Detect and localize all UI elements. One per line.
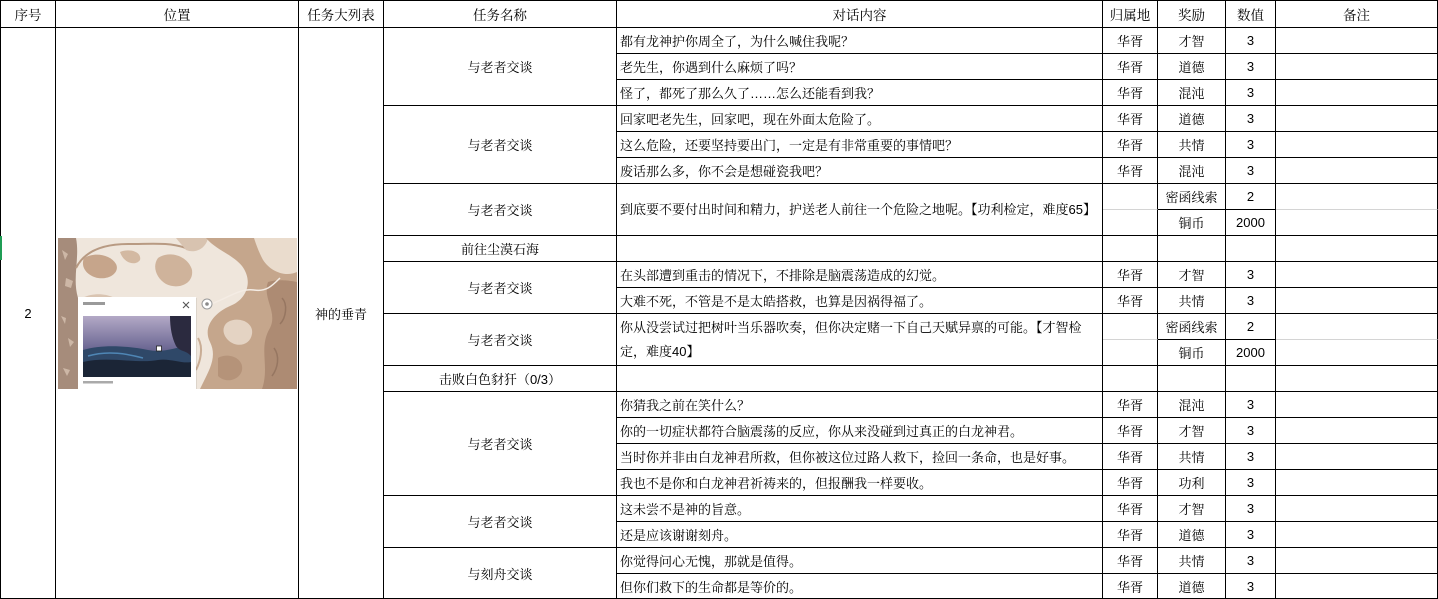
index-cell[interactable]: 2 — [0, 28, 56, 599]
region-cell[interactable] — [1103, 340, 1158, 366]
dialog-cell[interactable] — [617, 366, 1103, 392]
value-cell[interactable]: 3 — [1226, 132, 1276, 158]
reward-cell[interactable]: 铜币 — [1158, 210, 1226, 236]
task-name-cell[interactable]: 与老者交谈 — [384, 106, 617, 184]
notes-cell[interactable] — [1276, 262, 1438, 288]
value-cell[interactable]: 2 — [1226, 314, 1276, 340]
reward-cell[interactable]: 共情 — [1158, 548, 1226, 574]
row-selection-marker — [0, 236, 2, 260]
reward-cell[interactable]: 密函线索 — [1158, 184, 1226, 210]
map-thumbnail-image[interactable] — [58, 238, 297, 389]
reward-cell[interactable]: 共情 — [1158, 444, 1226, 470]
notes-cell[interactable] — [1276, 158, 1438, 184]
reward-cell[interactable]: 共情 — [1158, 132, 1226, 158]
region-cell[interactable]: 华胥 — [1103, 574, 1158, 599]
notes-cell[interactable] — [1276, 392, 1438, 418]
reward-cell[interactable]: 混沌 — [1158, 80, 1226, 106]
reward-cell[interactable]: 才智 — [1158, 28, 1226, 54]
quest-list-cell[interactable]: 神的垂青 — [299, 28, 384, 599]
value-cell[interactable] — [1226, 236, 1276, 262]
region-cell[interactable]: 华胥 — [1103, 522, 1158, 548]
region-cell[interactable]: 华胥 — [1103, 418, 1158, 444]
task-name-cell[interactable]: 击败白色豺犴（0/3） — [384, 366, 617, 392]
header-region[interactable]: 归属地 — [1103, 0, 1158, 28]
value-cell[interactable]: 3 — [1226, 470, 1276, 496]
value-cell[interactable]: 2 — [1226, 184, 1276, 210]
map-marker-icon — [202, 299, 212, 309]
reward-cell[interactable]: 才智 — [1158, 262, 1226, 288]
region-cell[interactable] — [1103, 314, 1158, 340]
dialog-cell[interactable]: 我也不是你和白龙神君祈祷来的，但报酬我一样要收。 — [617, 470, 1103, 496]
region-cell[interactable]: 华胥 — [1103, 28, 1158, 54]
reward-cell[interactable]: 才智 — [1158, 496, 1226, 522]
dialog-cell[interactable]: 这未尝不是神的旨意。 — [617, 496, 1103, 522]
value-cell[interactable]: 3 — [1226, 418, 1276, 444]
reward-cell[interactable]: 功利 — [1158, 470, 1226, 496]
scene-preview-image — [83, 316, 191, 377]
value-cell[interactable]: 3 — [1226, 288, 1276, 314]
notes-cell[interactable] — [1276, 132, 1438, 158]
dialog-cell[interactable]: 废话那么多，你不会是想碰瓷我吧？ — [617, 158, 1103, 184]
region-cell[interactable]: 华胥 — [1103, 470, 1158, 496]
header-reward[interactable]: 奖励 — [1158, 0, 1226, 28]
value-cell[interactable]: 3 — [1226, 28, 1276, 54]
dialog-cell[interactable]: 你猜我之前在笑什么？ — [617, 392, 1103, 418]
region-cell[interactable] — [1103, 366, 1158, 392]
notes-cell[interactable] — [1276, 418, 1438, 444]
notes-cell[interactable] — [1276, 522, 1438, 548]
reward-cell[interactable]: 道德 — [1158, 574, 1226, 599]
reward-cell[interactable]: 铜币 — [1158, 340, 1226, 366]
value-cell[interactable]: 3 — [1226, 496, 1276, 522]
region-cell[interactable] — [1103, 210, 1158, 236]
region-cell[interactable]: 华胥 — [1103, 132, 1158, 158]
notes-cell[interactable] — [1276, 288, 1438, 314]
region-cell[interactable]: 华胥 — [1103, 392, 1158, 418]
quest-popup-card — [78, 297, 197, 389]
notes-cell[interactable] — [1276, 470, 1438, 496]
dialog-cell[interactable]: 老先生，你遇到什么麻烦了吗？ — [617, 54, 1103, 80]
task-name-cell[interactable]: 与老者交谈 — [384, 496, 617, 548]
notes-cell[interactable] — [1276, 210, 1438, 236]
dialog-cell[interactable]: 怪了，都死了那么久了……怎么还能看到我？ — [617, 80, 1103, 106]
region-cell[interactable] — [1103, 236, 1158, 262]
location-cell[interactable] — [56, 28, 299, 599]
value-cell[interactable]: 3 — [1226, 106, 1276, 132]
dialog-cell[interactable]: 回家吧老先生，回家吧，现在外面太危险了。 — [617, 106, 1103, 132]
notes-cell[interactable] — [1276, 28, 1438, 54]
notes-cell[interactable] — [1276, 54, 1438, 80]
dialog-cell[interactable]: 你的一切症状都符合脑震荡的反应，你从来没碰到过真正的白龙神君。 — [617, 418, 1103, 444]
region-cell[interactable]: 华胥 — [1103, 444, 1158, 470]
task-name-cell[interactable]: 与刻舟交谈 — [384, 548, 617, 599]
region-cell[interactable]: 华胥 — [1103, 54, 1158, 80]
header-notes[interactable]: 备注 — [1276, 0, 1438, 28]
value-cell[interactable]: 3 — [1226, 522, 1276, 548]
dialog-cell[interactable]: 到底要不要付出时间和精力，护送老人前往一个危险之地呢。【功利检定，难度65】 — [617, 184, 1103, 236]
notes-cell[interactable] — [1276, 548, 1438, 574]
reward-cell[interactable]: 混沌 — [1158, 158, 1226, 184]
header-quest-list[interactable]: 任务大列表 — [299, 0, 384, 28]
reward-cell[interactable]: 道德 — [1158, 522, 1226, 548]
reward-cell[interactable]: 才智 — [1158, 418, 1226, 444]
header-value[interactable]: 数值 — [1226, 0, 1276, 28]
task-name-cell[interactable]: 与老者交谈 — [384, 28, 617, 106]
dialog-cell[interactable]: 大难不死，不管是不是太皓搭救，也算是因祸得福了。 — [617, 288, 1103, 314]
header-task-name[interactable]: 任务名称 — [384, 0, 617, 28]
region-cell[interactable]: 华胥 — [1103, 106, 1158, 132]
header-location[interactable]: 位置 — [56, 0, 299, 28]
region-cell[interactable]: 华胥 — [1103, 158, 1158, 184]
reward-cell[interactable]: 道德 — [1158, 106, 1226, 132]
dialog-cell[interactable]: 但你们救下的生命都是等价的。 — [617, 574, 1103, 599]
task-name-cell[interactable]: 与老者交谈 — [384, 262, 617, 314]
value-cell[interactable]: 3 — [1226, 54, 1276, 80]
reward-cell[interactable]: 共情 — [1158, 288, 1226, 314]
task-name-cell[interactable]: 前往尘漠石海 — [384, 236, 617, 262]
value-cell[interactable]: 3 — [1226, 548, 1276, 574]
card-title-text — [83, 302, 105, 305]
notes-cell[interactable] — [1276, 314, 1438, 340]
card-caption-text — [83, 381, 113, 384]
reward-cell[interactable]: 混沌 — [1158, 392, 1226, 418]
dialog-cell[interactable]: 你觉得问心无愧，那就是值得。 — [617, 548, 1103, 574]
notes-cell[interactable] — [1276, 184, 1438, 210]
task-name-cell[interactable]: 与老者交谈 — [384, 314, 617, 366]
region-cell[interactable]: 华胥 — [1103, 288, 1158, 314]
value-cell[interactable] — [1226, 366, 1276, 392]
reward-cell[interactable] — [1158, 236, 1226, 262]
value-cell[interactable]: 3 — [1226, 574, 1276, 599]
header-dialog[interactable]: 对话内容 — [617, 0, 1103, 28]
value-cell[interactable]: 3 — [1226, 444, 1276, 470]
value-cell[interactable]: 3 — [1226, 262, 1276, 288]
reward-cell[interactable] — [1158, 366, 1226, 392]
dialog-cell[interactable]: 在头部遭到重击的情况下，不排除是脑震荡造成的幻觉。 — [617, 262, 1103, 288]
task-name-cell[interactable]: 与老者交谈 — [384, 184, 617, 236]
value-cell[interactable]: 3 — [1226, 80, 1276, 106]
notes-cell[interactable] — [1276, 340, 1438, 366]
task-name-cell[interactable]: 与老者交谈 — [384, 392, 617, 496]
notes-cell[interactable] — [1276, 444, 1438, 470]
region-cell[interactable]: 华胥 — [1103, 80, 1158, 106]
notes-cell[interactable] — [1276, 106, 1438, 132]
notes-cell[interactable] — [1276, 366, 1438, 392]
notes-cell[interactable] — [1276, 496, 1438, 522]
notes-cell[interactable] — [1276, 236, 1438, 262]
value-cell[interactable]: 3 — [1226, 392, 1276, 418]
dialog-cell[interactable]: 都有龙神护你周全了，为什么喊住我呢？ — [617, 28, 1103, 54]
dialog-cell[interactable]: 你从没尝试过把树叶当乐器吹奏，但你决定赌一下自己天赋异禀的可能。【才智检定，难度40】 — [617, 314, 1103, 366]
region-cell[interactable]: 华胥 — [1103, 496, 1158, 522]
value-cell[interactable]: 2000 — [1226, 210, 1276, 236]
reward-cell[interactable]: 密函线索 — [1158, 314, 1226, 340]
notes-cell[interactable] — [1276, 80, 1438, 106]
region-cell[interactable] — [1103, 184, 1158, 210]
notes-cell[interactable] — [1276, 574, 1438, 599]
dialog-cell[interactable]: 还是应该谢谢刻舟。 — [617, 522, 1103, 548]
region-cell[interactable]: 华胥 — [1103, 262, 1158, 288]
dialog-cell[interactable]: 这么危险，还要坚持要出门，一定是有非常重要的事情吧？ — [617, 132, 1103, 158]
region-cell[interactable]: 华胥 — [1103, 548, 1158, 574]
dialog-cell[interactable]: 当时你并非由白龙神君所救，但你被这位过路人救下，捡回一条命，也是好事。 — [617, 444, 1103, 470]
reward-cell[interactable]: 道德 — [1158, 54, 1226, 80]
dialog-cell[interactable] — [617, 236, 1103, 262]
value-cell[interactable]: 2000 — [1226, 340, 1276, 366]
header-index[interactable]: 序号 — [0, 0, 56, 28]
value-cell[interactable]: 3 — [1226, 158, 1276, 184]
